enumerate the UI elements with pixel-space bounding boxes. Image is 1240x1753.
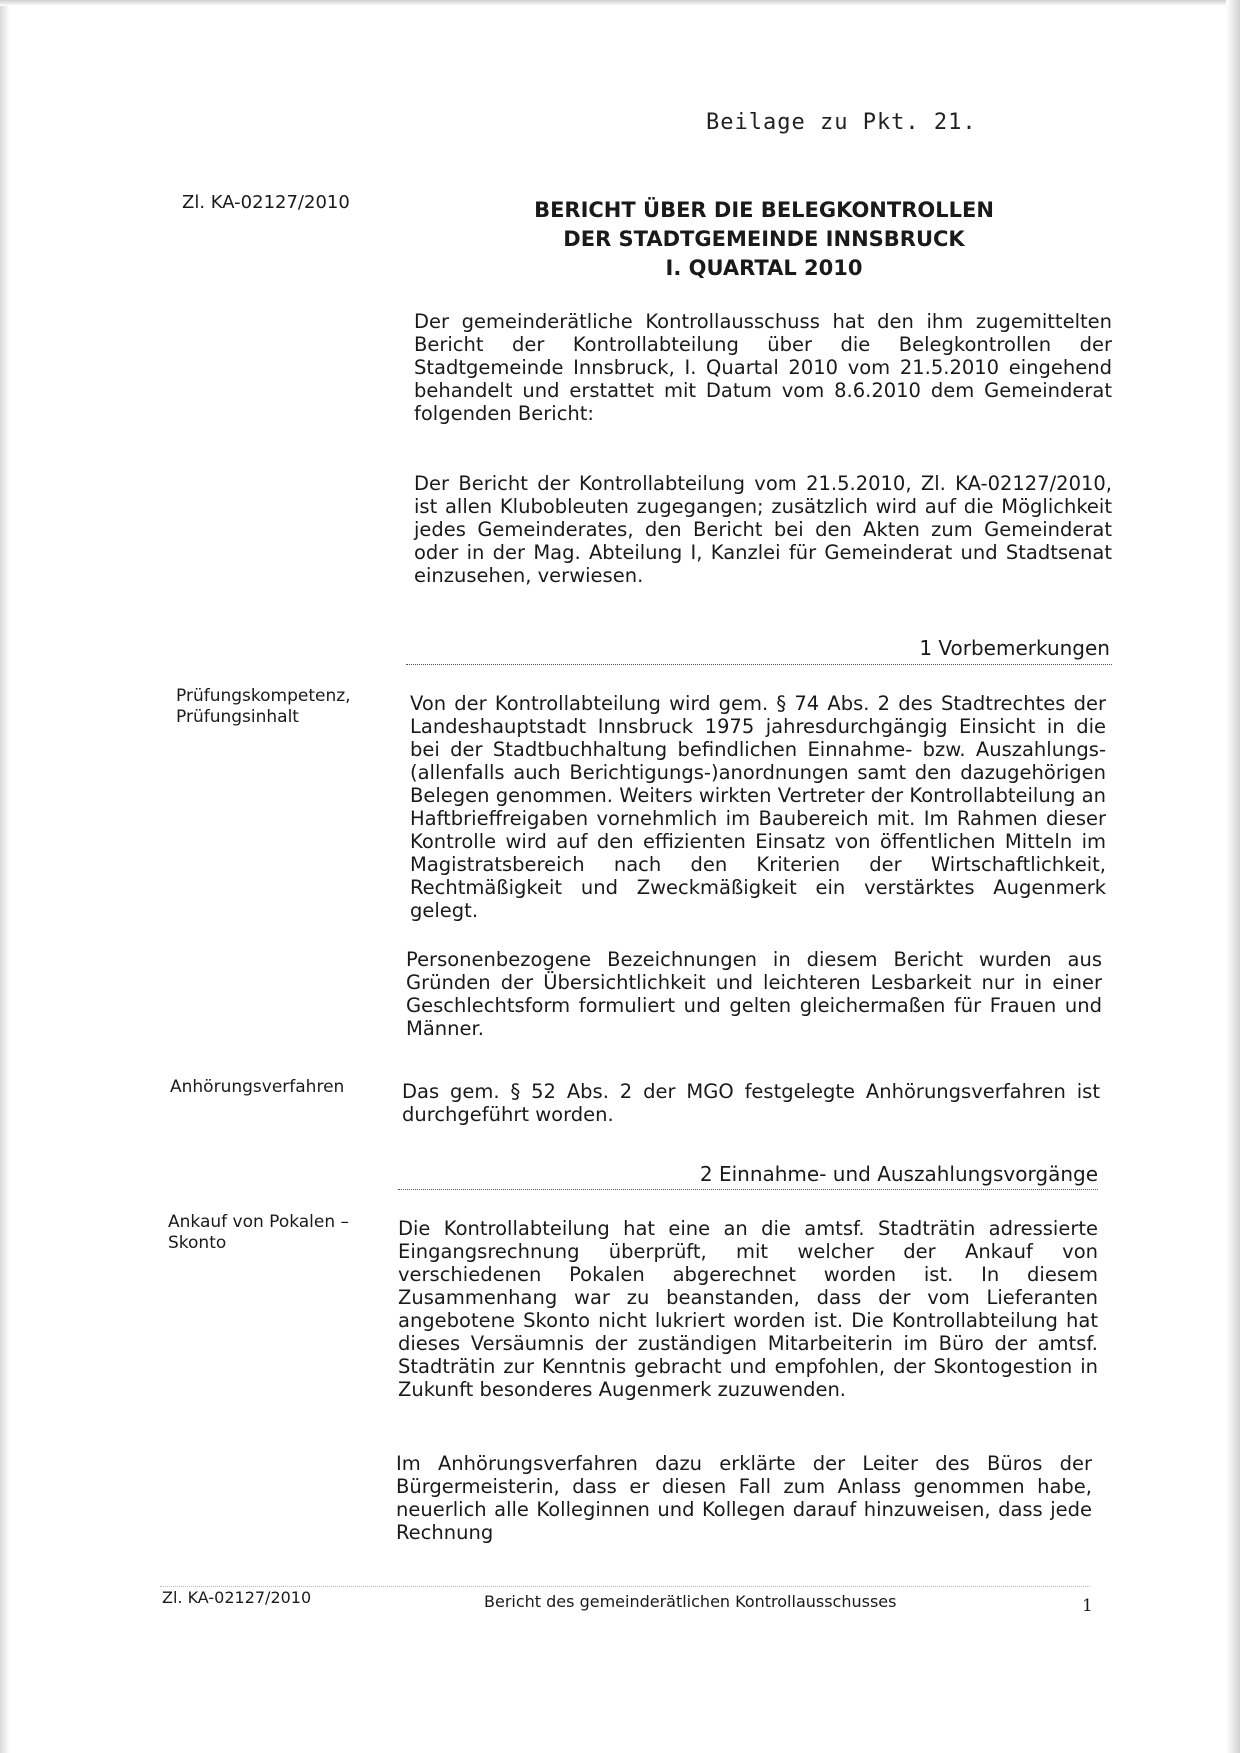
footer-title: Bericht des gemeinderätlichen Kontrollausschusses bbox=[484, 1592, 897, 1611]
section-divider bbox=[406, 664, 1112, 665]
document-reference: Zl. KA-02127/2010 bbox=[182, 192, 350, 213]
intro-paragraph: Der gemeinderätliche Kontrollausschuss hat den ihm zugemittelten Bericht der Kontrollabteilung über die Belegkontrollen der Stadtgemeinde Innsbruck, I. Quartal 2010 vom 21.5.2010 eingehend behandelt und erstattet mit Datum vom 8.6.2010 dem Gemeinderat folgenden Bericht: bbox=[414, 310, 1112, 425]
margin-label: Anhörungsverfahren bbox=[170, 1077, 345, 1097]
attachment-stamp: Beilage zu Pkt. 21. bbox=[706, 110, 977, 135]
scan-edge-right bbox=[1226, 0, 1240, 1753]
page-number: 1 bbox=[1082, 1596, 1093, 1616]
title-line: I. QUARTAL 2010 bbox=[665, 256, 863, 280]
section-paragraph: Die Kontrollabteilung hat eine an die amtsf. Stadträtin adressierte Eingangsrechnung überprüft, mit welcher der Ankauf von verschiedenen Pokalen abgerechnet worden ist. In diesem Zusammenhang war zu beanstanden, dass der vom Lieferanten angebotene Skonto nicht lukriert worden ist. Die Kontrollabteilung hat dieses Versäumnis der zuständigen Mitarbeiterin im Büro der amtsf. Stadträtin zur Kenntnis gebracht und empfohlen, der Skontogestion in Zukunft besonderes Augenmerk zuzuwenden. bbox=[398, 1217, 1098, 1401]
section-divider bbox=[398, 1189, 1098, 1190]
section-paragraph: Personenbezogene Bezeichnungen in diesem Bericht wurden aus Gründen der Übersichtlichkeit und leichteren Lesbarkeit nur in einer Geschlechtsform formuliert und gelten gleichermaßen für Frauen und Männer. bbox=[406, 948, 1102, 1040]
footer-divider bbox=[160, 1586, 1090, 1587]
section-paragraph: Von der Kontrollabteilung wird gem. § 74 Abs. 2 des Stadtrechtes der Landeshauptstadt Innsbruck 1975 jahresdurchgängig Einsicht in die bei der Stadtbuchhaltung befindlichen Einnahme- bzw. Auszahlungs- (allenfalls auch Berichtigungs-)anordnungen samt den dazugehörigen Belegen genommen. Weiters wirkten Vertreter der Kontrollabteilung an Haftbrieffreigaben vornehmlich im Baubereich mit. Im Rahmen dieser Kontrolle wird auf den effizienten Einsatz von öffentlichen Mitteln im Magistratsbereich nach den Kriterien der Wirtschaftlichkeit, Rechtmäßigkeit und Zweckmäßigkeit ein verstärktes Augenmerk gelegt. bbox=[410, 692, 1106, 922]
scan-edge-top bbox=[0, 0, 1240, 6]
margin-label: Prüfungskompetenz, Prüfungsinhalt bbox=[176, 686, 351, 727]
title-line: BERICHT ÜBER DIE BELEGKONTROLLEN bbox=[534, 198, 994, 222]
margin-label: Ankauf von Pokalen – Skonto bbox=[168, 1212, 350, 1253]
title-line: DER STADTGEMEINDE INNSBRUCK bbox=[563, 227, 965, 251]
scan-edge-left bbox=[0, 0, 10, 1753]
section-heading: 2 Einnahme- und Auszahlungsvorgänge bbox=[699, 1162, 1098, 1186]
report-title bbox=[460, 196, 1068, 283]
section-heading: 1 Vorbemerkungen bbox=[919, 636, 1110, 660]
section-paragraph: Im Anhörungsverfahren dazu erklärte der Leiter des Büros der Bürgermeisterin, dass er diesen Fall zum Anlass genommen habe, neuerlich alle Kolleginnen und Kollegen darauf hinzuweisen, dass jede Rechnung bbox=[396, 1452, 1092, 1544]
footer-reference: Zl. KA-02127/2010 bbox=[162, 1588, 312, 1607]
intro-paragraph: Der Bericht der Kontrollabteilung vom 21.5.2010, Zl. KA-02127/2010, ist allen Klubobleuten zugegangen; zusätzlich wird auf die Möglichkeit jedes Gemeinderates, den Bericht bei den Akten zum Gemeinderat oder in der Mag. Abteilung I, Kanzlei für Gemeinderat und Stadtsenat einzusehen, verwiesen. bbox=[414, 472, 1112, 587]
section-paragraph: Das gem. § 52 Abs. 2 der MGO festgelegte Anhörungsverfahren ist durchgeführt worden. bbox=[402, 1080, 1100, 1126]
